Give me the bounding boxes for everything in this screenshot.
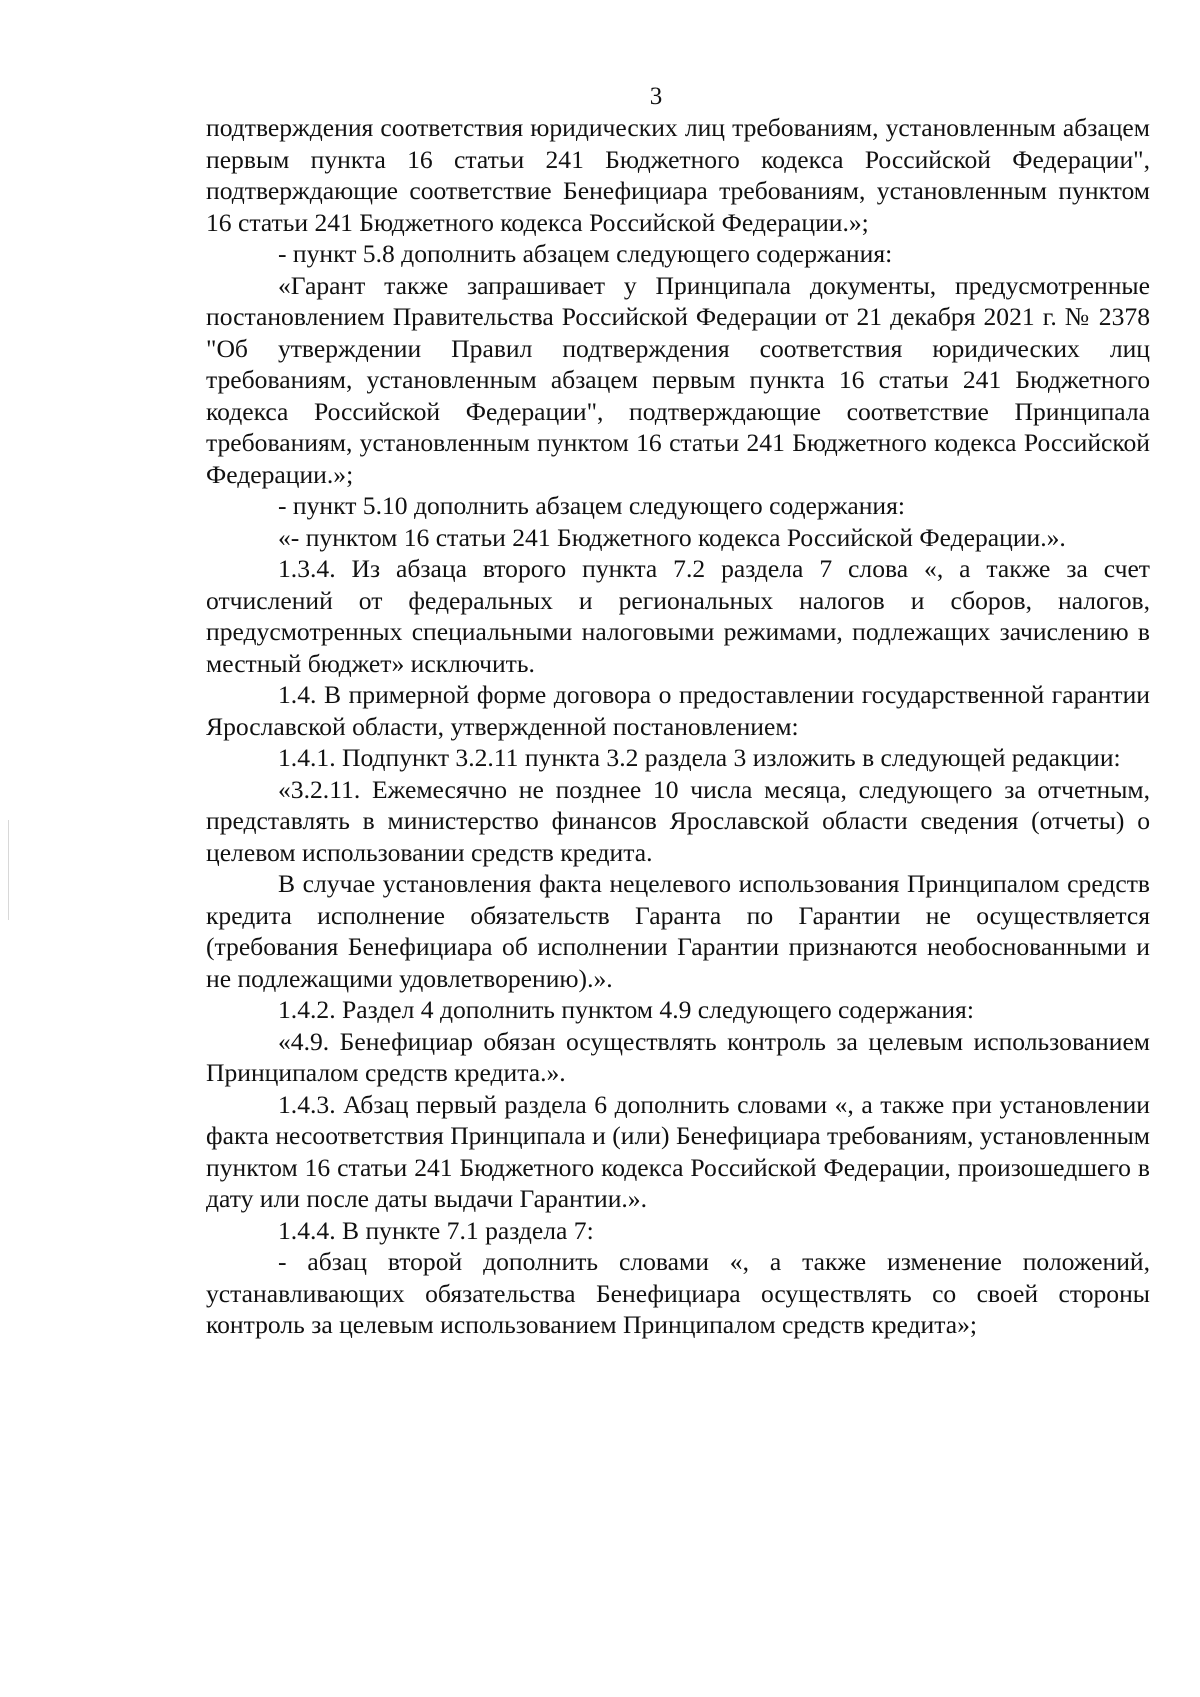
paragraph-3-2-11: «3.2.11. Ежемесячно не позднее 10 числа месяца, следующего за отчетным, представлять в министерство финансов Ярославской области сведения (отчеты) о целевом использовании средств кредита. [206, 774, 1150, 867]
paragraph-guarantor-request: «Гарант также запрашивает у Принципала документы, предусмотренные постановлением Правительства Российской Федерации от 21 декабря 2021 г. № 2378 "Об утверждении Правил подтверждения соответствия юридических лиц требованиям, установленным абзацем первым пункта 16 статьи 241 Бюджетного кодекса Российской Федерации", подтверждающие соответствие Принципала требованиям, установленным пунктом 16 статьи 241 Бюджетного кодекса Российской Федерации.»; [206, 270, 1150, 489]
paragraph-1-3-4: 1.3.4. Из абзаца второго пункта 7.2 раздела 7 слова «, а также за счет отчислений от федеральных и региональных налогов и сборов, налогов, предусмотренных специальными налоговыми режимами, подлежащих зачислению в местный бюджет» исключить. [206, 554, 1150, 678]
paragraph-misuse-case: В случае установления факта нецелевого использования Принципалом средств кредита исполнение обязательств Гаранта по Гарантии не осуществляется (требования Бенефициара об исполнении Гарантии признаются необоснованными и не подлежащими удовлетворению).». [206, 869, 1150, 993]
paragraph-1-4-3: 1.4.3. Абзац первый раздела 6 дополнить словами «, а также при установлении факта несоответствия Принципала и (или) Бенефициара требованиям, установленным пунктом 16 статьи 241 Бюджетного кодекса Российской Федерации, произошедшего в дату или после даты выдачи Гарантии.». [206, 1089, 1150, 1213]
scan-artifact-line [8, 820, 9, 920]
paragraph-1-4-1: 1.4.1. Подпункт 3.2.11 пункта 3.2 раздела 3 изложить в следующей редакции: [278, 743, 1121, 772]
paragraph-4-9: «4.9. Бенефициар обязан осуществлять контроль за целевым использованием Принципалом средств кредита.». [206, 1026, 1150, 1087]
page-number: 3 [649, 83, 663, 110]
paragraph-1-4-4: 1.4.4. В пункте 7.1 раздела 7: [278, 1215, 594, 1245]
document-body [206, 112, 1150, 1341]
paragraph-second-abzac: - абзац второй дополнить словами «, а также изменение положений, устанавливающих обязательства Бенефициара осуществлять со своей стороны контроль за целевым использованием Принципалом средств кредита»; [206, 1247, 1150, 1339]
paragraph-amend-5-8: - пункт 5.8 дополнить абзацем следующего содержания: [278, 239, 893, 268]
paragraph-quote-5-10: «- пунктом 16 статьи 241 Бюджетного кодекса Российской Федерации.». [278, 522, 1066, 552]
paragraph-continuation: подтверждения соответствия юридических лиц требованиям, установленным абзацем первым пункта 16 статьи 241 Бюджетного кодекса Российской Федерации", подтверждающие соответствие Бенефициара требованиям, установленным пунктом 16 статьи 241 Бюджетного кодекса Российской Федерации.»; [206, 113, 1150, 237]
paragraph-1-4-2: 1.4.2. Раздел 4 дополнить пунктом 4.9 следующего содержания: [278, 995, 974, 1024]
paragraph-amend-5-10: - пункт 5.10 дополнить абзацем следующего содержания: [278, 491, 906, 520]
paragraph-1-4: 1.4. В примерной форме договора о предоставлении государственной гарантии Ярославской области, утвержденной постановлением: [206, 680, 1150, 741]
